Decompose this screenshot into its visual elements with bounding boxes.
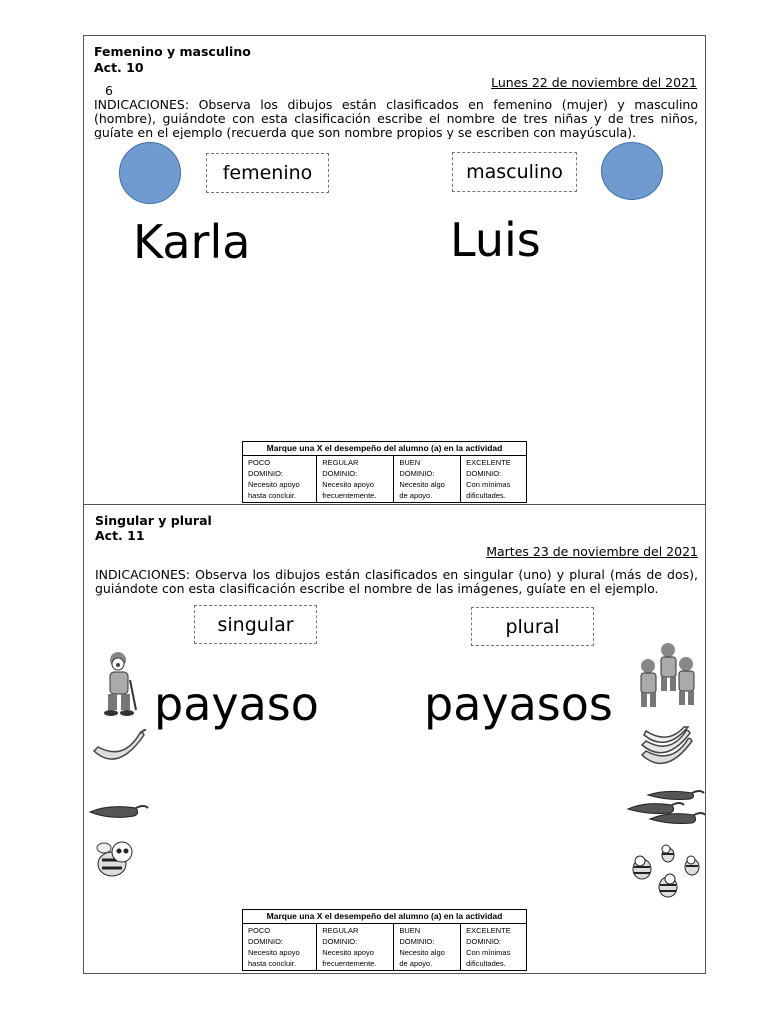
evaluation-rubric xyxy=(242,909,527,971)
clown-icon xyxy=(98,650,142,718)
rubric-level: REGULAR xyxy=(322,458,359,467)
rubric-level: BUEN xyxy=(399,926,421,935)
rubric-desc-2: frecuentemente. xyxy=(322,959,377,968)
activity-11-sheet xyxy=(83,504,706,974)
activity-10-sheet xyxy=(83,35,706,505)
rubric-cell-poco[interactable] xyxy=(243,924,317,971)
activity-number: Act. 10 xyxy=(94,60,144,75)
evaluation-rubric xyxy=(242,441,527,503)
rubric-level: POCO xyxy=(248,926,271,935)
activity-date: Lunes 22 de noviembre del 2021 xyxy=(491,75,697,90)
rubric-desc-2: frecuentemente. xyxy=(322,491,377,500)
masculine-label: masculino xyxy=(466,161,563,183)
rubric-cell-excelente[interactable] xyxy=(461,924,527,971)
rubric-cell-buen[interactable] xyxy=(394,456,461,503)
rubric-cell-poco[interactable] xyxy=(243,456,317,503)
instructions-clip xyxy=(94,98,698,139)
plural-label: plural xyxy=(505,615,560,638)
rubric-desc-2: de apoyo. xyxy=(399,959,433,968)
singular-example-word: payaso xyxy=(154,677,319,731)
rubric-desc-2: hasta concluir. xyxy=(248,491,296,500)
rubric-level-sub: DOMINIO: xyxy=(248,937,283,946)
rubric-desc: Necesito algo xyxy=(399,480,445,489)
rubric-level-sub: DOMINIO: xyxy=(248,469,283,478)
rubric-level: BUEN xyxy=(399,458,421,467)
rubric-level-sub: DOMINIO: xyxy=(322,469,358,478)
rubric-cell-excelente[interactable] xyxy=(461,456,527,503)
plural-example-word: payasos xyxy=(424,677,613,731)
rubric-desc: Necesito apoyo xyxy=(322,480,374,489)
feminine-label-box xyxy=(206,153,329,193)
rubric-level-sub: DOMINIO: xyxy=(399,937,435,946)
rubric-desc: Necesito apoyo xyxy=(248,948,300,957)
rubric-desc: Necesito algo xyxy=(399,948,445,957)
instructions-text: INDICACIONES: Observa los dibujos están clasificados en femenino (mujer) y masculino (hombre), guiándote con esta clasificación escribe el nombre de tres niñas y de tres niños, guíate en el ejemplo (recuerda que son nombre propios y se escriben con mayúscula). xyxy=(94,98,698,139)
rubric-level: REGULAR xyxy=(322,926,359,935)
masculine-circle-icon xyxy=(601,142,663,200)
rubric-header: Marque una X el desempeño del alumno (a) en la actividad xyxy=(243,910,527,924)
rubric-cell-buen[interactable] xyxy=(394,924,461,971)
rubric-cell-regular[interactable] xyxy=(317,456,394,503)
bees-icon xyxy=(628,841,704,903)
activity-number: Act. 11 xyxy=(95,528,145,543)
singular-label: singular xyxy=(217,613,294,636)
rubric-level-sub: DOMINIO: xyxy=(466,469,502,478)
rubric-desc-2: hasta concluir. xyxy=(248,959,296,968)
rubric-desc: Necesito apoyo xyxy=(322,948,374,957)
masculine-example-word: Luis xyxy=(450,213,541,267)
feminine-circle-icon xyxy=(119,142,181,204)
chili-icon xyxy=(88,802,150,822)
feminine-example-word: Karla xyxy=(133,215,251,269)
clowns-icon xyxy=(630,640,702,714)
rubric-desc-2: dificultades. xyxy=(466,959,506,968)
rubric-level-sub: DOMINIO: xyxy=(322,937,358,946)
bananas-icon xyxy=(638,725,696,777)
rubric-cell-regular[interactable] xyxy=(317,924,394,971)
rubric-level: POCO xyxy=(248,458,271,467)
feminine-label: femenino xyxy=(222,162,313,184)
rubric-desc: Necesito apoyo xyxy=(248,480,300,489)
rubric-desc-2: dificultades. xyxy=(466,491,506,500)
rubric-desc: Con mínimas xyxy=(466,948,511,957)
activity-date: Martes 23 de noviembre del 2021 xyxy=(486,544,698,559)
rubric-level: EXCELENTE xyxy=(466,458,511,467)
page-note: 6 xyxy=(105,83,113,98)
activity-heading: Femenino y masculino xyxy=(94,44,251,59)
rubric-level: EXCELENTE xyxy=(466,926,511,935)
instructions-text: INDICACIONES: Observa los dibujos están clasificados en singular (uno) y plural (más de dos), guiándote con esta clasificación escribe el nombre de las imágenes, guíate en el ejemplo. xyxy=(95,567,698,596)
chilies-icon xyxy=(626,785,706,827)
rubric-desc: Con mínimas xyxy=(466,480,511,489)
rubric-header: Marque una X el desempeño del alumno (a) en la actividad xyxy=(243,442,527,456)
singular-label-box xyxy=(194,605,317,644)
rubric-desc-2: de apoyo. xyxy=(399,491,433,500)
activity-heading: Singular y plural xyxy=(95,513,212,528)
masculine-label-box xyxy=(452,152,577,192)
bee-icon xyxy=(92,838,138,880)
banana-icon xyxy=(90,729,150,773)
rubric-level-sub: DOMINIO: xyxy=(399,469,435,478)
plural-label-box xyxy=(471,607,594,646)
rubric-level-sub: DOMINIO: xyxy=(466,937,502,946)
